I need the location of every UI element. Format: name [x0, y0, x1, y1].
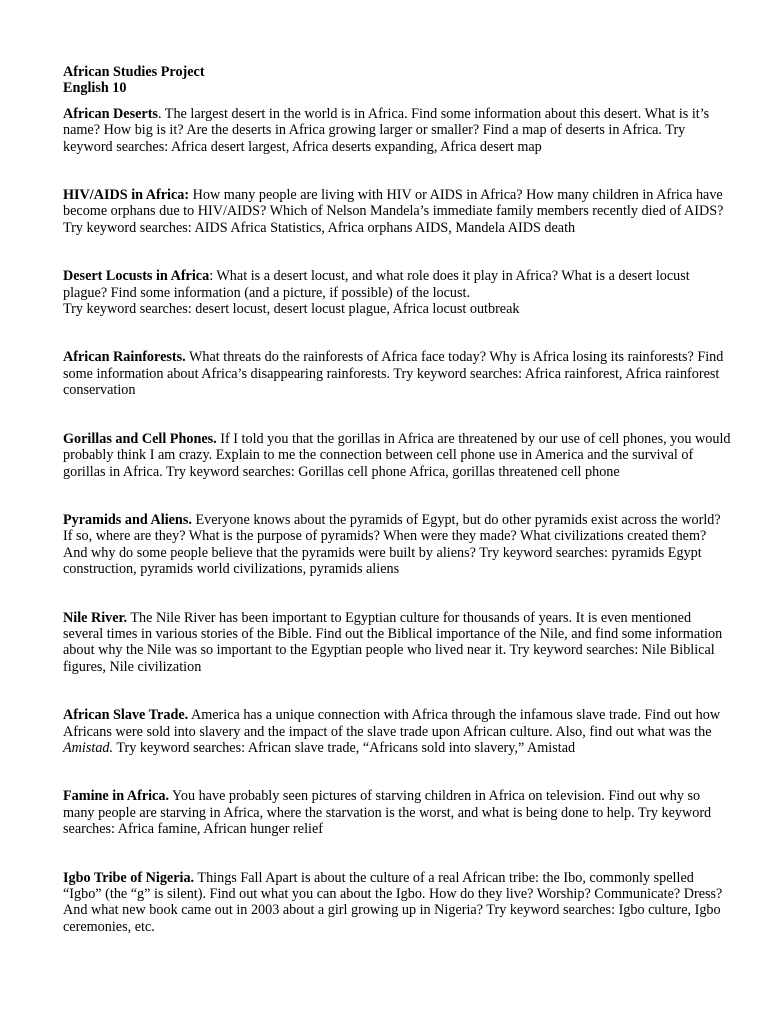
- section-famine: [63, 788, 733, 837]
- section-topic: Igbo Tribe of Nigeria.: [63, 869, 195, 886]
- section-text: Things Fall Apart is about the culture of a real African tribe: the Ibo, commonly spelled “Igbo” (the “g” is silent). Find out what you can about the Igbo. How do they live? Worship? Communicate? Dress? And what new book came out in 2003 about a girl growing up in Nigeria? Try keyword searches: Igbo culture, Igbo ceremonies, etc.: [63, 869, 723, 935]
- section-keywords: Try keyword searches: desert locust, desert locust plague, Africa locust outbreak: [63, 301, 520, 318]
- section-text: If I told you that the gorillas in Africa are threatened by our use of cell phones, you would probably think I am crazy. Explain to me the connection between cell phone use in America and the survival of gorillas in Africa. Try keyword searches: Gorillas cell phone Africa, gorillas threatened cell phone: [63, 430, 731, 480]
- section-text: How many people are living with HIV or AIDS in Africa? How many children in Africa have become orphans due to HIV/AIDS? Which of Nelson Mandela’s immediate family members recently died of AIDS? Try keyword searches: AIDS Africa Statistics, Africa orphans AIDS, Mandela AIDS death: [63, 187, 724, 236]
- section-text: You have probably seen pictures of starving children in Africa on television. Find out why so many people are starving in Africa, where the starvation is the worst, and what is being done to help. Try keyword searches: Africa famine, African hunger relief: [63, 788, 712, 838]
- document-title: African Studies Project: [63, 64, 205, 80]
- document-header: [63, 64, 733, 97]
- section-topic: Nile River.: [63, 609, 128, 626]
- section-italic-title: Amistad.: [63, 739, 114, 756]
- section-topic: Famine in Africa.: [63, 788, 169, 805]
- section-text: What threats do the rainforests of Africa face today? Why is Africa losing its rainforests? Find some information about Africa’s disappearing rainforests. Try keyword searches: Africa rainforest, Africa rainforest conservation: [63, 349, 724, 399]
- section-text: America has a unique connection with Africa through the infamous slave trade. Find out how Africans were sold into slavery and the impact of the slave trade upon African culture. Also, find out what was the: [63, 707, 721, 740]
- section-topic: Desert Locusts in Africa: [63, 268, 210, 285]
- section-nile-river: [63, 610, 733, 676]
- section-topic: HIV/AIDS in Africa:: [63, 187, 190, 204]
- section-topic: African Slave Trade.: [63, 707, 189, 724]
- section-topic: Pyramids and Aliens.: [63, 511, 192, 528]
- section-topic: Gorillas and Cell Phones.: [63, 430, 217, 447]
- document-page: [63, 64, 733, 935]
- document-subtitle: English 10: [63, 80, 127, 97]
- section-igbo-tribe: [63, 870, 733, 936]
- section-text: : What is a desert locust, and what role does it play in Africa? What is a desert locust plague? Find some information (and a picture, if possible) of the locust.: [63, 268, 690, 301]
- section-slave-trade: [63, 707, 733, 756]
- section-text: Everyone knows about the pyramids of Egypt, but do other pyramids exist across the world? If so, where are they? What is the purpose of pyramids? When were they made? What civilizations created them? And why do some people believe that the pyramids were built by aliens? Try keyword searches: pyramids Egypt construction, pyramids world civilizations, pyramids aliens: [63, 511, 721, 578]
- section-topic: African Deserts: [63, 105, 158, 122]
- section-african-deserts: [63, 106, 733, 155]
- section-rainforests: [63, 349, 733, 398]
- section-text: The Nile River has been important to Egyptian culture for thousands of years. It is even mentioned several times in various stories of the Bible. Find out the Biblical importance of the Nile, and find some information about why the Nile was so important to the Egyptian people who lived near it. Try keyword searches: Nile Biblical figures, Nile civilization: [63, 609, 723, 675]
- section-desert-locusts: [63, 268, 733, 317]
- section-topic: African Rainforests.: [63, 349, 186, 366]
- section-keywords: Try keyword searches: African slave trade, “Africans sold into slavery,” Amistad: [113, 739, 576, 756]
- section-pyramids-aliens: [63, 512, 733, 578]
- section-text: . The largest desert in the world is in Africa. Find some information about this desert. What is it’s name? How big is it? Are the deserts in Africa growing larger or smaller? Find a map of deserts in Africa. Try keyword searches: Africa desert largest, Africa deserts expanding, Africa desert map: [63, 105, 710, 155]
- section-gorillas-cell-phones: [63, 431, 733, 480]
- section-hiv-aids: [63, 187, 733, 236]
